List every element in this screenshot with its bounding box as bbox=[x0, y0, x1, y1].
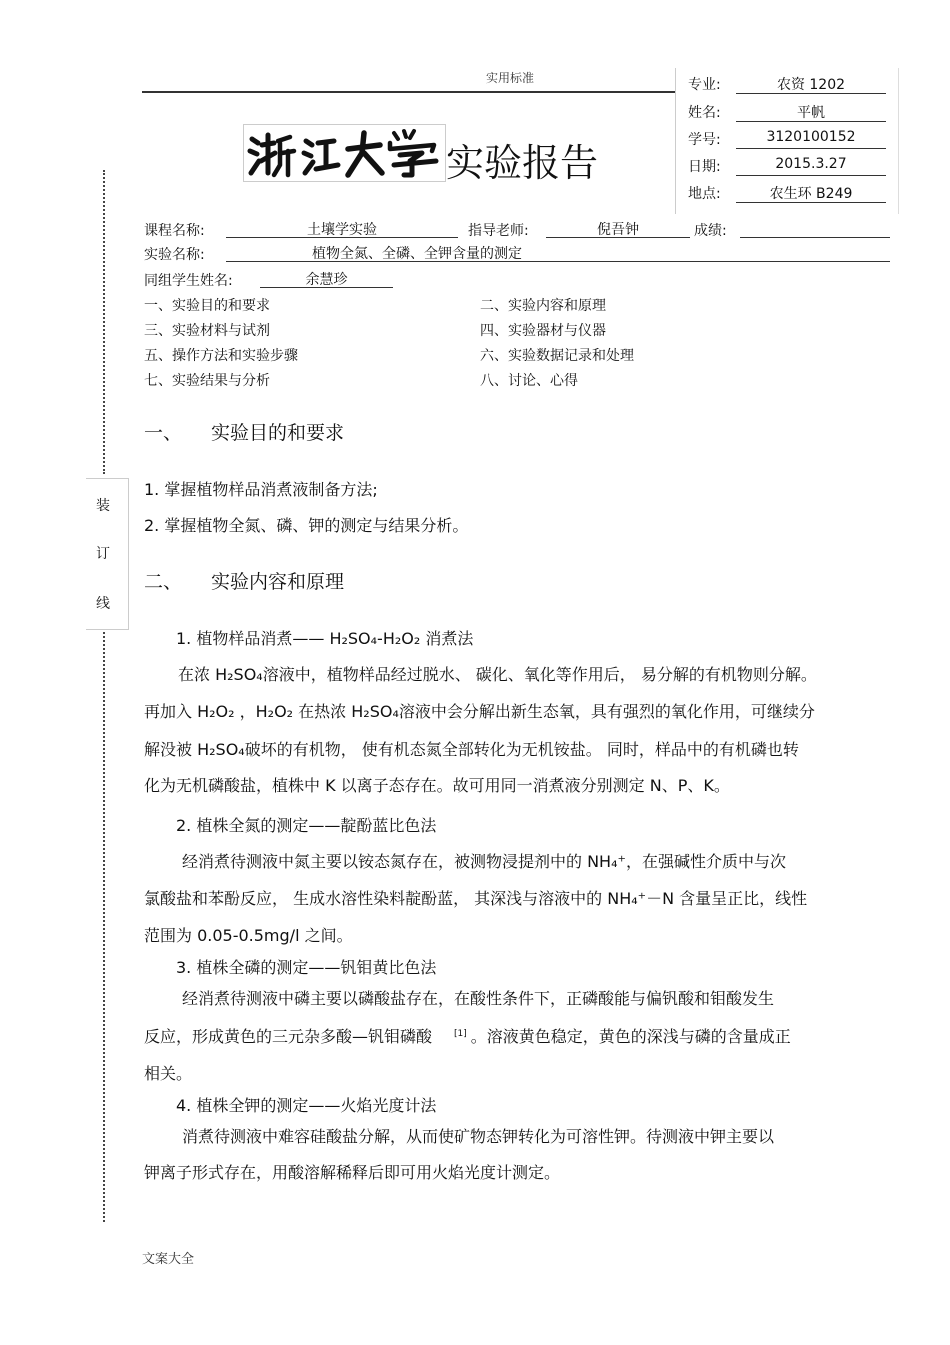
subsection-3-line-2b: 。溶液黄色稳定，黄色的深浅与磷的含量成正 bbox=[470, 1027, 791, 1046]
subsection-3-line-3: 相关。 bbox=[144, 1064, 193, 1083]
grade-label: 成绩: bbox=[694, 223, 727, 239]
subsection-2-line-3: 范围为 0.05-0.5mg/l 之间。 bbox=[144, 926, 353, 945]
toc-item-6: 六、实验数据记录和处理 bbox=[480, 348, 634, 364]
subsection-1-line-4: 化为无机磷酸盐，植株中 K 以离子态存在。故可用同一消煮液分别测定 N、P、K。 bbox=[144, 776, 730, 795]
teacher-label: 指导老师: bbox=[468, 223, 529, 239]
subsection-1-line-1: 在浓 H₂SO₄溶液中，植物样品经过脱水、 碳化、氧化等作用后， 易分解的有机物则分解。 bbox=[178, 665, 817, 684]
teacher-value: 倪吾钟 bbox=[546, 219, 690, 238]
subsection-3-line-2 bbox=[144, 1024, 791, 1047]
toc-item-3: 三、实验材料与试剂 bbox=[144, 323, 270, 339]
university-calligraphy-icon bbox=[244, 125, 445, 181]
place-value: 农生环 B249 bbox=[736, 183, 886, 203]
major-label: 专业: bbox=[688, 77, 721, 93]
place-label: 地点: bbox=[688, 186, 721, 202]
toc-item-4: 四、实验器材与仪器 bbox=[480, 323, 606, 339]
partner-label: 同组学生姓名: bbox=[144, 273, 233, 289]
header-rule bbox=[142, 91, 675, 93]
subsection-1-line-2: 再加入 H₂O₂ ，H₂O₂ 在热浓 H₂SO₄溶液中会分解出新生态氧，具有强烈的氧化作用，可继续分 bbox=[144, 702, 815, 721]
section-1-number: 一、 bbox=[144, 422, 183, 444]
citation-ref: [1] bbox=[454, 1028, 467, 1039]
id-value: 3120100152 bbox=[736, 129, 886, 149]
university-logo bbox=[243, 124, 446, 182]
binding-margin-box bbox=[86, 478, 129, 630]
subsection-2-line-2: 氯酸盐和苯酚反应， 生成水溶性染料靛酚蓝， 其深浅与溶液中的 NH₄⁺－N 含量呈正比，线性 bbox=[144, 889, 808, 908]
binding-dotted-line-upper bbox=[103, 170, 105, 474]
toc-item-5: 五、操作方法和实验步骤 bbox=[144, 348, 298, 364]
experiment-name-text: 植物全氮、全磷、全钾含量的测定 bbox=[312, 246, 522, 262]
experiment-name-label: 实验名称: bbox=[144, 247, 205, 263]
experiment-name-value bbox=[226, 243, 890, 262]
partner-value: 余慧珍 bbox=[260, 269, 393, 288]
subsection-4-title: 4. 植株全钾的测定——火焰光度计法 bbox=[176, 1096, 437, 1115]
subsection-3-title: 3. 植株全磷的测定——钒钼黄比色法 bbox=[176, 958, 437, 977]
course-name-value: 土壤学实验 bbox=[226, 219, 458, 238]
section-1-item-1: 1. 掌握植物样品消煮液制备方法; bbox=[144, 480, 378, 499]
id-label: 学号: bbox=[688, 132, 721, 148]
grade-value bbox=[740, 219, 890, 238]
subsection-3-line-1: 经消煮待测液中磷主要以磷酸盐存在，在酸性条件下，正磷酸能与偏钒酸和钼酸发生 bbox=[182, 989, 775, 1008]
subsection-2-line-1: 经消煮待测液中氮主要以铵态氮存在，被测物浸提剂中的 NH₄⁺，在强碱性介质中与次 bbox=[182, 852, 786, 871]
binding-dotted-line-lower bbox=[103, 632, 105, 1222]
binding-char-3: 线 bbox=[96, 596, 110, 612]
subsection-1-line-3: 解没被 H₂SO₄破坏的有机物， 使有机态氮全部转化为无机铵盐。 同时，样品中的有机磷也转 bbox=[144, 740, 799, 759]
section-1-item-2: 2. 掌握植物全氮、磷、钾的测定与结果分析。 bbox=[144, 516, 469, 535]
course-name-label: 课程名称: bbox=[144, 223, 205, 239]
student-info-box bbox=[675, 68, 899, 214]
subsection-4-line-2: 钾离子形式存在，用酸溶解稀释后即可用火焰光度计测定。 bbox=[144, 1163, 561, 1182]
major-value: 农资 1202 bbox=[736, 74, 886, 94]
footer-label: 文案大全 bbox=[142, 1252, 195, 1267]
date-label: 日期: bbox=[688, 159, 721, 175]
binding-char-1: 装 bbox=[96, 498, 110, 514]
header-label: 实用标准 bbox=[486, 71, 535, 85]
toc-item-2: 二、实验内容和原理 bbox=[480, 298, 606, 314]
toc-item-1: 一、实验目的和要求 bbox=[144, 298, 270, 314]
toc-item-7: 七、实验结果与分析 bbox=[144, 373, 270, 389]
subsection-2-title: 2. 植株全氮的测定——靛酚蓝比色法 bbox=[176, 816, 437, 835]
report-title: 实验报告 bbox=[446, 141, 599, 185]
toc-item-8: 八、讨论、心得 bbox=[480, 373, 578, 389]
subsection-1-title: 1. 植物样品消煮—— H₂SO₄-H₂O₂ 消煮法 bbox=[176, 629, 474, 648]
section-2-number: 二、 bbox=[144, 571, 183, 593]
name-value: 平帆 bbox=[736, 102, 886, 122]
binding-char-2: 订 bbox=[96, 546, 110, 562]
section-2-title: 实验内容和原理 bbox=[211, 571, 345, 593]
subsection-3-line-2a: 反应，形成黄色的三元杂多酸—钒钼磷酸 bbox=[144, 1027, 433, 1046]
name-label: 姓名: bbox=[688, 105, 721, 121]
section-1-title: 实验目的和要求 bbox=[211, 422, 345, 444]
date-value: 2015.3.27 bbox=[736, 156, 886, 176]
subsection-4-line-1: 消煮待测液中难容硅酸盐分解，从而使矿物态钾转化为可溶性钾。待测液中钾主要以 bbox=[182, 1127, 775, 1146]
